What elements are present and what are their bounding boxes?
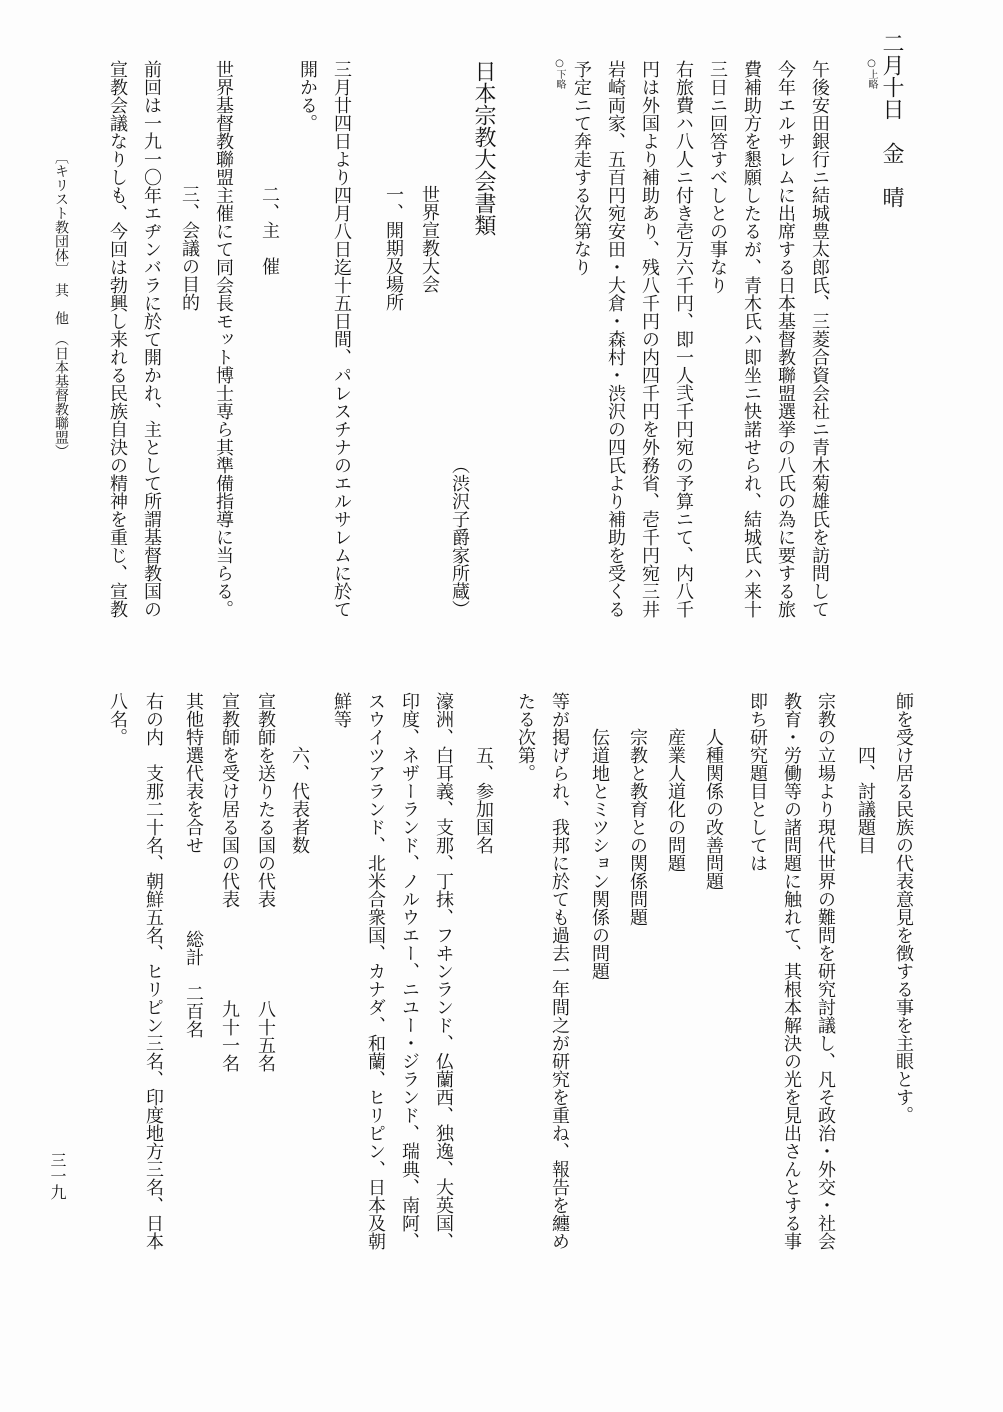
- lower-line-4: 教育・労働等の諸問題に触れて、其根本解決の光を見出さんとする事: [781, 692, 802, 1250]
- entry-line-7: 岩崎両家、五百円宛安田・大倉・森村・渋沢の四氏より補助を受くる: [605, 60, 626, 618]
- date-line: 二月十日 金 晴: [879, 32, 904, 208]
- rep-row-3-label: 其他特選代表を合せ: [183, 692, 204, 854]
- section-6-heading: 六、代表者数: [289, 692, 310, 854]
- page-number: 三一九: [48, 1152, 67, 1200]
- omission-mark-bottom: ○下略: [554, 58, 565, 89]
- entry-line-5: 右旅費ハ八人ニ付き壱万六千円、即一人弐千円宛の予算ニて、内八千: [673, 60, 694, 618]
- rep-row-1-label: 宣教師を送りたる国の代表: [255, 692, 276, 908]
- section-4-heading: 四、討議題目: [855, 692, 876, 854]
- section-5-heading: 五、参加国名: [473, 692, 494, 854]
- rep-row-1-value: 八十五名: [255, 1000, 276, 1072]
- section-3-line-2: 宣教会議なりしも、今回は勃興し来れる民族自決の精神を重じ、宣教: [107, 60, 128, 618]
- entry-line-1: 午後安田銀行ニ結城豊太郎氏、三菱合資会社ニ青木菊雄氏を訪問して: [809, 60, 830, 618]
- section-3-heading: 三、会議の目的: [179, 185, 200, 311]
- omission-mark-top: ○上略: [866, 58, 877, 89]
- section-1-text: 三月廿四日より四月八日迄十五日間、パレスチナのエルサレムに於て: [331, 60, 352, 618]
- section-1-heading: 一、開期及場所: [383, 185, 404, 311]
- entry-line-6: 円は外国より補助あり、残八千円の内四千円を外務省、壱千円宛三井: [639, 60, 660, 618]
- topic-1: 人種関係の改善問題: [703, 692, 724, 890]
- final-line-1: 右の内 支那二十名、朝鮮五名、ヒリピン三名、印度地方三名、日本: [143, 692, 164, 1250]
- entry-line-4: 三日ニ回答すべしとの事なり: [707, 60, 728, 294]
- conference-name: 世界宣教大会: [419, 185, 440, 293]
- lower-line-10: 等が掲げられ、我邦に於ても過去一年間之が研究を重ね、報告を纏め: [549, 692, 570, 1250]
- entry-line-8: 予定ニて奔走する次第なり: [571, 60, 592, 276]
- rep-row-2-label: 宣教師を受け居る国の代表: [219, 692, 240, 908]
- document-title: 日本宗教大会書類: [471, 60, 496, 236]
- rep-row-3-value: 総計 二百名: [183, 930, 204, 1038]
- final-line-2: 八名。: [107, 692, 128, 746]
- lower-line-11: たる次第。: [515, 692, 536, 782]
- page-footer-category: 〔キリスト教団体〕 其 他 （日本基督教聯盟）: [53, 150, 69, 458]
- countries-line-4: 鮮等: [331, 692, 352, 728]
- countries-line-2: 印度、ネザーランド、ノルウエー、ニユー・ジランド、瑞典、南阿、: [399, 692, 420, 1250]
- topic-2: 産業人道化の問題: [665, 692, 686, 872]
- section-2-text: 世界基督教聯盟主催にて同会長モット博士専ら其準備指導に当らる。: [213, 60, 234, 618]
- countries-line-3: スウイツアランド、北米合衆国、カナダ、和蘭、ヒリピン、日本及朝: [365, 692, 386, 1250]
- entry-line-2: 今年エルサレムに出席する日本基督教聯盟選挙の八氏の為に要する旅: [775, 60, 796, 618]
- lower-line-1: 師を受け居る民族の代表意見を徴する事を主眼とす。: [893, 692, 914, 1124]
- rep-row-2-value: 九十一名: [219, 1000, 240, 1072]
- topic-4: 伝道地とミツション関係の問題: [589, 692, 610, 980]
- document-source: （渋沢子爵家所蔵）: [449, 456, 470, 618]
- lower-line-5: 即ち研究題目としては: [747, 692, 768, 872]
- lower-line-3: 宗教の立場より現代世界の難問を研究討議し、凡そ政治・外交・社会: [815, 692, 836, 1250]
- section-2-heading: 二、主 催: [259, 185, 280, 275]
- countries-line-1: 濠洲、白耳義、支那、丁抹、フヰンランド、仏蘭西、独逸、大英国、: [433, 692, 454, 1250]
- section-1-text-cont: 開かる。: [297, 60, 318, 132]
- entry-line-3: 費補助方を懇願したるが、青木氏ハ即坐ニ快諾せられ、結城氏ハ来十: [741, 60, 762, 618]
- section-3-line-1: 前回は一九一〇年エヂンバラに於て開かれ、主として所謂基督教国の: [141, 60, 162, 618]
- topic-3: 宗教と教育との関係問題: [627, 692, 648, 926]
